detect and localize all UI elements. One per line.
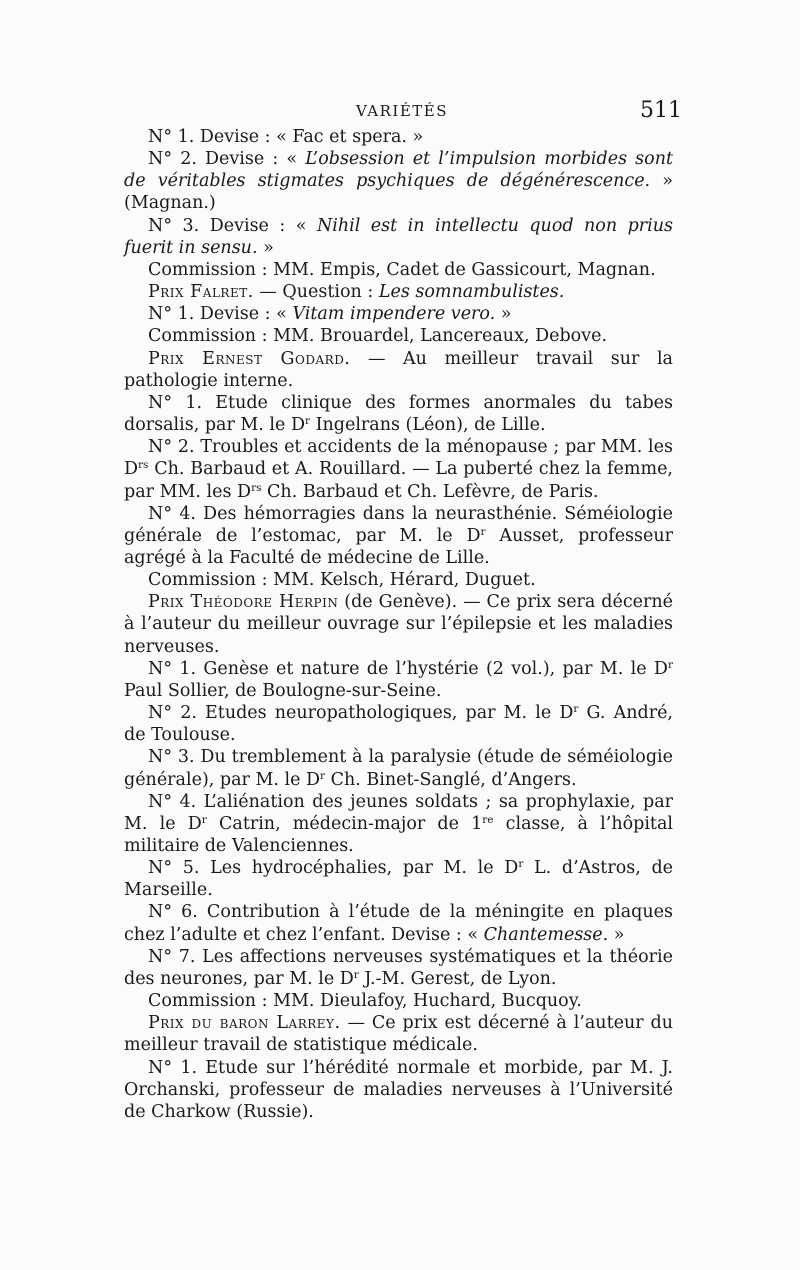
paragraph-entry: N° 5. Les hydrocéphalies, par M. le $D^r$ L. d’Astros, de Marseille. [124, 858, 674, 901]
prize-name: Prix Ernest Godard. [148, 348, 351, 369]
paragraph-entry: N° 4. L’aliénation des jeunes soldats ; sa prophylaxie, par M. le $D^r$ Catrin, médecin-major de 1re classe, à l’hôpital militaire de Valenciennes. [124, 791, 673, 856]
paragraph-entry: N° 7. Les affections nerveuses systématiques et la théorie des neurones, par M. le $D^r$ J.-M. Gerest, de Lyon. [124, 946, 673, 989]
paragraph-devise-vitam: N° 1. Devise : « Vitam impendere vero. » [148, 304, 512, 325]
prize-name: Prix du baron Larrey. [148, 1013, 341, 1034]
paragraph-entry: N° 3. Du tremblement à la paralysie (étude de séméiologie générale), par M. le $D^r$ Ch. Binet-Sanglé, d’Angers. [124, 747, 673, 790]
paragraph-entry: N° 6. Contribution à l’étude de la méningite en plaques chez l’adulte et chez l’enfant. Devise : « Chantemesse. » [124, 902, 673, 945]
paragraph-entry: N° 1. Etude sur l’hérédité normale et morbide, par M. J. Orchanski, professeur de maladies nerveuses à l’Université de Charkow (Russie). [124, 1057, 673, 1122]
paragraph-commission: Commission : MM. Brouardel, Lancereaux, Debove. [148, 326, 608, 347]
prize-name: Prix Théodore Herpin [148, 592, 339, 613]
paragraph-commission: Commission : MM. Dieulafoy, Huchard, Bucquoy. [148, 991, 582, 1012]
paragraph-prix-godard: Prix Ernest Godard. — Au meilleur travail sur la pathologie interne. [124, 348, 673, 391]
page-number: 511 [640, 98, 682, 123]
paragraph-prix-falret: Prix Falret. — Question : Les somnambulistes. [148, 282, 565, 303]
paragraph-prix-larrey: Prix du baron Larrey. — Ce prix est décerné à l’auteur du meilleur travail de statistique médicale. [124, 1013, 673, 1056]
paragraph-prix-herpin: Prix Théodore Herpin (de Genève). — Ce prix sera décerné à l’auteur du meilleur ouvrage sur l’épilepsie et les maladies nerveuses. [124, 592, 673, 657]
paragraph-entry: N° 1. Genèse et nature de l’hystérie (2 vol.), par M. le $D^r$ Paul Sollier, de Boulogne-sur-Seine. [124, 658, 673, 701]
paragraph-entry: N° 2. Troubles et accidents de la ménopause ; par MM. les $D^{rs}$ Ch. Barbaud et A. Rouillard. — La puberté chez la femme, par MM. les $D^{rs}$ Ch. Barbaud et Ch. Lefèvre, de Paris. [124, 437, 673, 502]
prize-name: Prix Falret. [148, 282, 254, 303]
paragraph-commission: Commission : MM. Kelsch, Hérard, Duguet. [148, 570, 536, 591]
paragraph-entry: N° 2. Etudes neuropathologiques, par M. le $D^r$ G. André, de Toulouse. [124, 703, 673, 746]
paragraph-commission: Commission : MM. Empis, Cadet de Gassicourt, Magnan. [148, 259, 656, 280]
body-text [124, 126, 673, 1123]
paragraph-entry: N° 1. Etude clinique des formes anormales du tabes dorsalis, par M. le $D^r$ Ingelrans (Léon), de Lille. [124, 392, 673, 436]
page-header [122, 98, 682, 124]
paragraph-entry: N° 4. Des hémorragies dans la neurasthénie. Séméiologie générale de l’estomac, par M. le $D^r$ Ausset, professeur agrégé à la Faculté de médecine de Lille. [124, 503, 673, 568]
paragraph-devise-2: N° 2. Devise : « L’obsession et l’impulsion morbides sont de véritables stigmates psychiques de dégénérescence. » (Magnan.) [124, 149, 674, 214]
paragraph-devise-1: N° 1. Devise : « Fac et spera. » [148, 127, 424, 147]
running-head: VARIÉTÉS [355, 102, 449, 120]
paragraph-devise-3: N° 3. Devise : « Nihil est in intellectu quod non prius fuerit in sensu. » [124, 215, 673, 258]
